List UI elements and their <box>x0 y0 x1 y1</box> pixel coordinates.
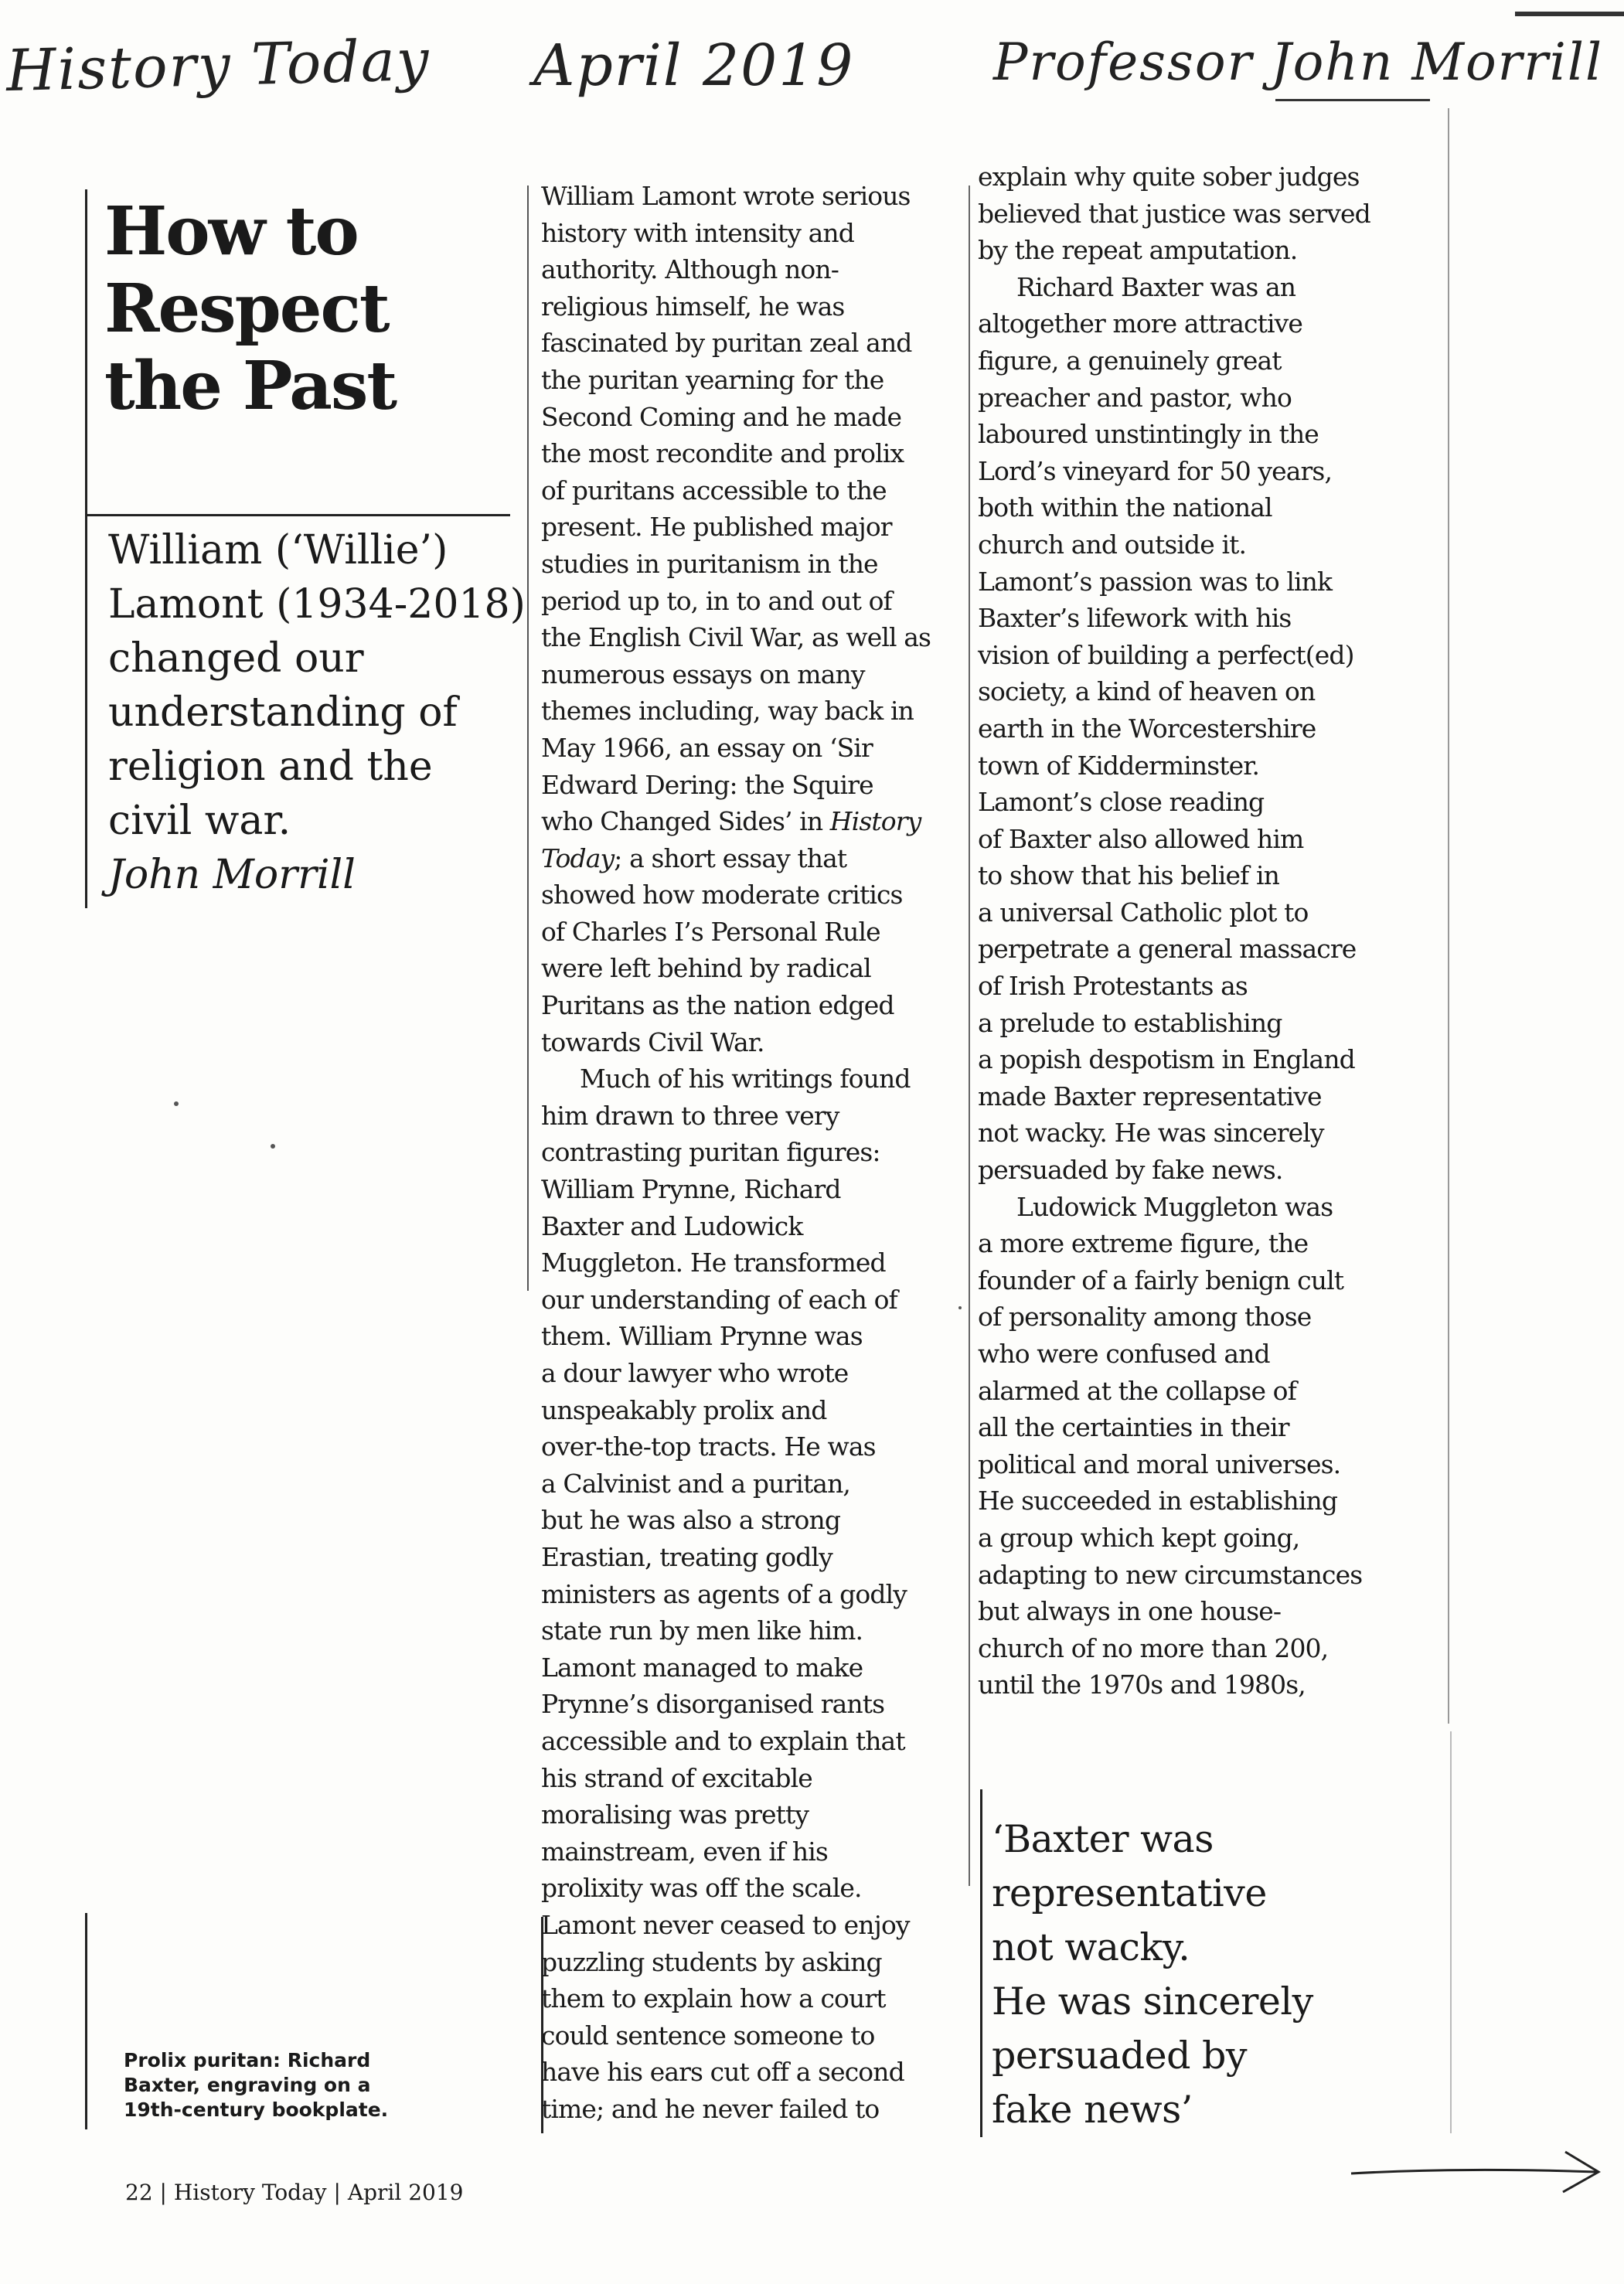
scan-speck <box>958 1306 962 1309</box>
annotation-author: Professor John Morrill <box>993 32 1604 92</box>
arrow-right-icon <box>1345 2141 1608 2203</box>
paragraph-text: ; a short essay that showed how moderate critics of Charles I’s Personal Rule were left behind by radical Puritans as the nation edged towards Civil War. <box>541 842 903 1057</box>
pull-quote: ‘Baxter was representative not wacky. He was sincerely persuaded by fake news’ <box>992 1817 1313 2132</box>
paragraph-text: William Lamont wrote serious history with intensity and authority. Although non- religious himself, he was fascinated by puritan zeal and the puritan yearning for the Second Coming and he made the most recondite and prolix of puritans accessible to the present. He published major studies in puritanism in the period up to, in to and out of the English Civil War, as well as numerous essays on many themes including, way back in May 1966, an essay on ‘Sir Edward Dering: the Squire who Changed Sides’ in <box>541 181 931 837</box>
column-rule-left <box>85 189 87 908</box>
column-rule-right <box>969 186 970 1886</box>
paragraph: Ludowick Muggleton was a more extreme figure, the founder of a fairly benign cult of personality among those who were confused and alarmed at the collapse of all the certainties in their political and moral universes. He succeeded in establishing a group which kept going, adapting to new circumstances but always in one house- church of no more than 200, until the 1970s and 1980s, <box>978 1191 1363 1700</box>
body-column-1 <box>541 178 958 2127</box>
image-caption: Prolix puritan: Richard Baxter, engraving on a 19th-century bookplate. <box>124 2049 389 2121</box>
paragraph: Much of his writings found him drawn to three very contrasting puritan figures: William Prynne, Richard Baxter and Ludowick Muggleton. He transformed our understanding of each of them. William Prynne was a dour lawyer who wrote unspeakably prolix and over-the-top tracts. He was a Calvinist and a puritan, but he was also a strong Erastian, treating godly ministers as agents of a godly state run by men like him. Lamont managed to make Prynne’s disorganised rants accessible and to explain that his strand of excitable moralising was pretty mainstream, even if his prolixity was off the scale. Lamont never ceased to enjoy puzzling students by asking them to explain how a court could sentence someone to have his ears cut off a second time; and he never failed to <box>541 1064 911 2124</box>
headline-rule <box>87 514 510 516</box>
headline-text: How to Respect the Past <box>104 192 397 425</box>
article-standfirst <box>108 523 526 902</box>
paragraph: explain why quite sober judges believed that justice was served by the repeat amputation. <box>978 162 1370 266</box>
scan-speck <box>174 1101 179 1106</box>
annotation-date: April 2019 <box>533 32 855 99</box>
byline: John Morrill <box>108 852 356 898</box>
scan-edge-line-lower <box>1450 1731 1452 2133</box>
column-rule-middle <box>527 186 529 1291</box>
column-rule-right-lower <box>980 1789 982 2137</box>
annotation-underline <box>1275 99 1430 101</box>
article-headline <box>104 193 522 425</box>
publication-title-italic: History Today <box>541 806 921 873</box>
scan-edge-line <box>1448 108 1449 1724</box>
column-rule-left-lower <box>85 1913 87 2129</box>
annotation-publication: History Today <box>5 26 431 105</box>
paragraph: Richard Baxter was an altogether more attractive figure, a genuinely great preacher and pastor, who laboured unstintingly in the Lord’s vineyard for 50 years, both within the national church and outside it. Lamont’s passion was to link Baxter’s lifework with his vision of building a perfect(ed) society, a kind of heaven on earth in the Worcestershire town of Kidderminster. Lamont’s close reading of Baxter also allowed him to show that his belief in a universal Catholic plot to perpetrate a general massacre of Irish Protestants as a prelude to establishing a popish despotism in England made Baxter representative not wacky. He was sincerely persuaded by fake news. <box>978 271 1357 1186</box>
body-column-2 <box>978 158 1407 1704</box>
standfirst-text: William (‘Willie’) Lamont (1934-2018) changed our understanding of religion and the civil war. <box>108 527 526 844</box>
page-folio: 22 | History Today | April 2019 <box>125 2180 464 2205</box>
scan-speck <box>271 1144 275 1149</box>
paragraph <box>541 178 958 1060</box>
scan-edge-mark <box>1515 12 1624 16</box>
